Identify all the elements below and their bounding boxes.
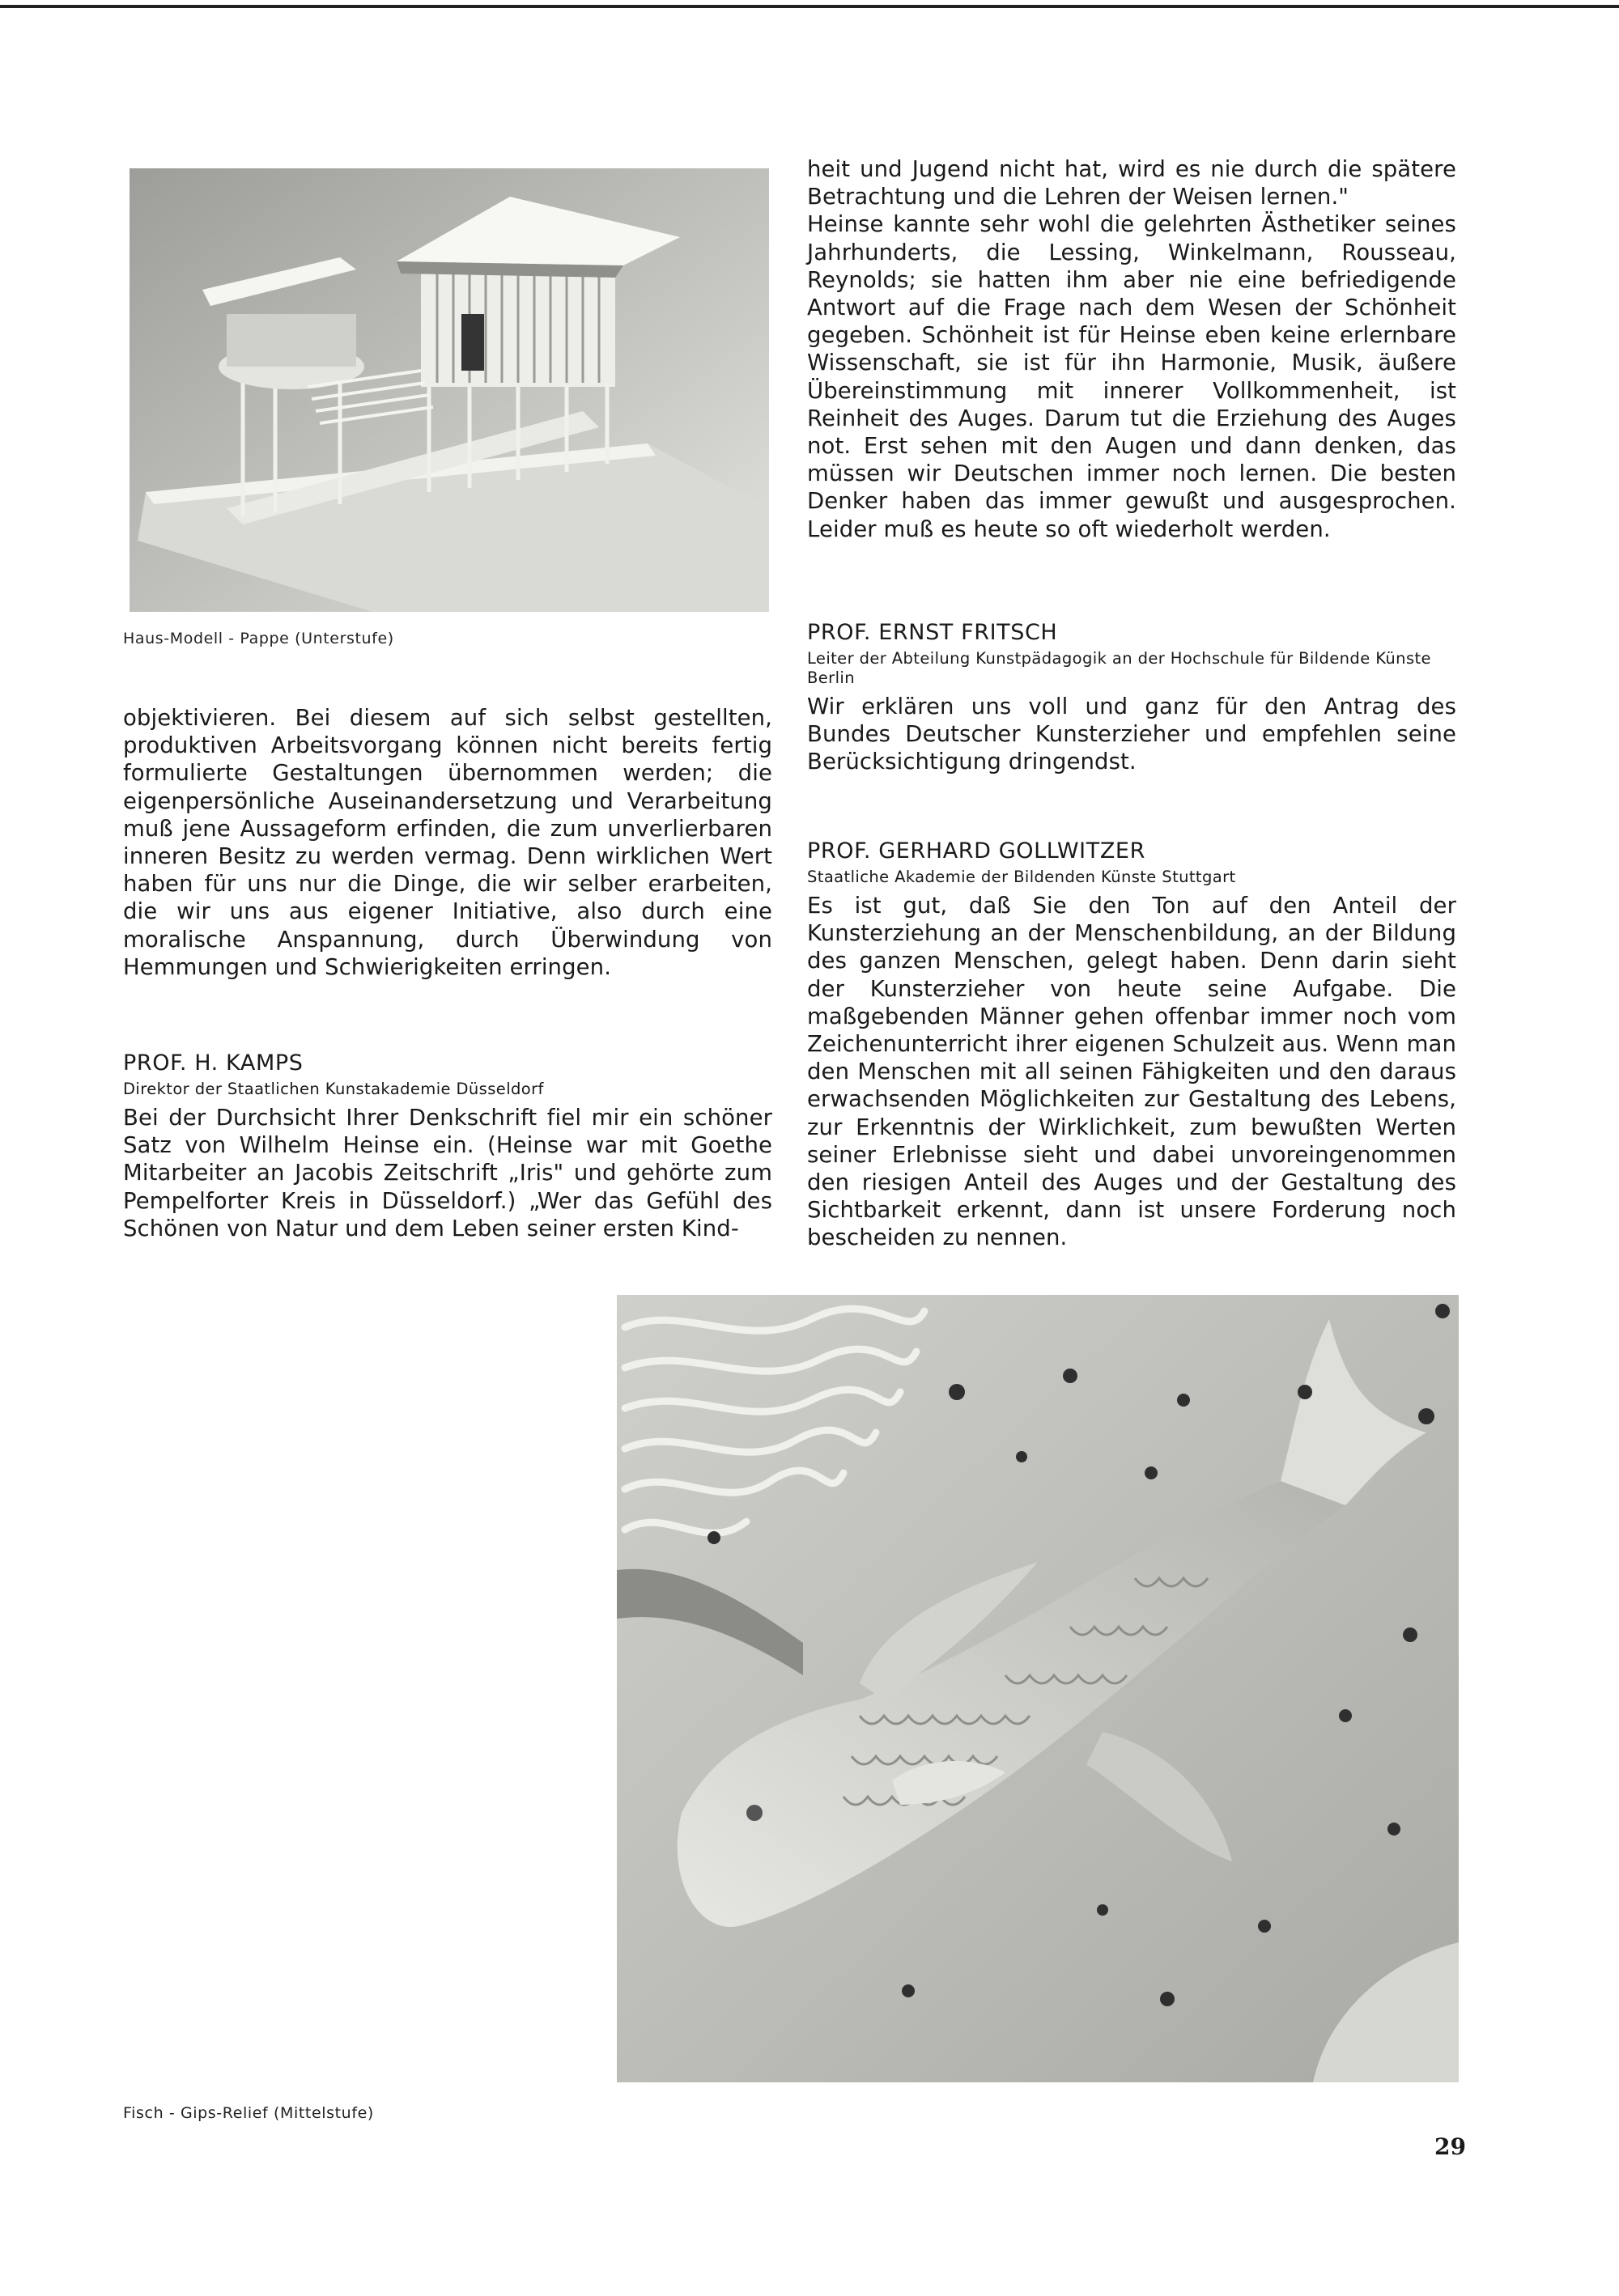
kamps-paragraph: Bei der Durchsicht Ihrer Denkschrift fiel mir ein schöner Satz von Wilhelm Heinse ein. (Heinse war mit Goethe Mitarbeiter an Jacobis Zeitschrift „Iris" und gehörte zum Pempelforter Kreis in Düsseldorf.) „Wer das Gefühl des Schönen von Natur und dem Leben seiner ersten Kind- [123,1105,772,1241]
fritsch-affiliation: Leiter der Abteilung Kunstpädagogik an der Hochschule für Bildende Künste Berlin [807,649,1431,687]
left-column-top [123,704,772,981]
fish-relief-illustration [617,1295,1459,2082]
gollwitzer-affiliation: Staatliche Akademie der Bildenden Künste Stuttgart [807,868,1236,886]
left-continuation-paragraph: objektivieren. Bei diesem auf sich selbst gestellten, produktiven Arbeitsvorgang können nicht bereits fertig formulierte Gestaltungen übernommen werden; die eigenpersönliche Auseinandersetzung und Verarbeitung muß jene Aussageform erfinden, die zum unverlierbaren inneren Besitz zu werden vermag. Denn wirklichen Wert haben für uns nur die Dinge, die wir selber erarbeiten, die wir uns aus eigener Initiative, also durch eine moralische Anspannung, durch Überwindung von Hemmungen und Schwierigkeiten erringen. [123,705,772,980]
house-model-illustration [130,168,769,612]
kamps-continued-paragraph-2: Heinse kannte sehr wohl die gelehrten Ästhetiker seines Jahrhunderts, die Lessing, Winkelmann, Rousseau, Reynolds; sie hatten ihm aber nie eine befriedigende Antwort auf die Frage nach dem Wesen der Schönheit gegeben. Schönheit ist für Heinse eben keine erlernbare Wissenschaft, sie ist für ihn Harmonie, Musik, äußere Übereinstimmung mit innerer Vollkommenheit, ist Reinheit des Auges. Darum tut die Erziehung des Auges not. Erst sehen mit den Augen und dann denken, das müssen wir Deutschen immer noch lernen. Die besten Denker haben das immer gewußt und ausgesprochen. Leider muß es heute so oft wiederholt werden. [807,211,1456,542]
fish-photo-caption: Fisch - Gips-Relief (Mittelstufe) [123,2104,374,2122]
kamps-affiliation: Direktor der Staatlichen Kunstakademie Düsseldorf [123,1080,544,1098]
fritsch-paragraph: Wir erklären uns voll und ganz für den Antrag des Bundes Deutscher Kunsterzieher und empfehlen seine Berücksichtigung dringendst. [807,694,1456,775]
gollwitzer-heading: PROF. GERHARD GOLLWITZER [807,838,1145,864]
left-column-kamps [123,1050,772,1242]
house-model-photo [130,168,769,612]
right-column-fritsch [807,620,1456,776]
fritsch-heading: PROF. ERNST FRITSCH [807,620,1058,645]
fish-relief-photo [617,1295,1459,2082]
gollwitzer-paragraph: Es ist gut, daß Sie den Ton auf den Anteil der Kunsterziehung an der Menschenbildung, an der Bildung des ganzen Menschen, gelegt haben. Denn darin sieht der Kunsterzieher von heute seine Aufgabe. Die maßgebenden Männer gehen offenbar immer noch vom Zeichenunterricht ihrer eigenen Schulzeit aus. Wenn man den Menschen mit all seinen Fähigkeiten und den daraus erwachsenden Möglichkeiten zur Gestaltung des Lebens, zur Erkenntnis der Wirklichkeit, zum bewußten Werten seiner Erlebnisse sieht und dabei unvoreingenommen den riesigen Anteil des Auges und der Gestaltung des Sichtbarkeit erkennt, dann ist unsere Forderung noch bescheiden zu nennen. [807,893,1456,1251]
kamps-heading: PROF. H. KAMPS [123,1050,304,1076]
right-column-top [807,155,1456,543]
house-photo-caption: Haus-Modell - Pappe (Unterstufe) [123,630,394,647]
page-number: 29 [1434,2133,1466,2160]
top-rule [0,5,1619,8]
kamps-continued-paragraph-1: heit und Jugend nicht hat, wird es nie durch die spätere Betrachtung und die Lehren der Weisen lernen." [807,156,1456,210]
right-column-gollwitzer [807,838,1456,1252]
